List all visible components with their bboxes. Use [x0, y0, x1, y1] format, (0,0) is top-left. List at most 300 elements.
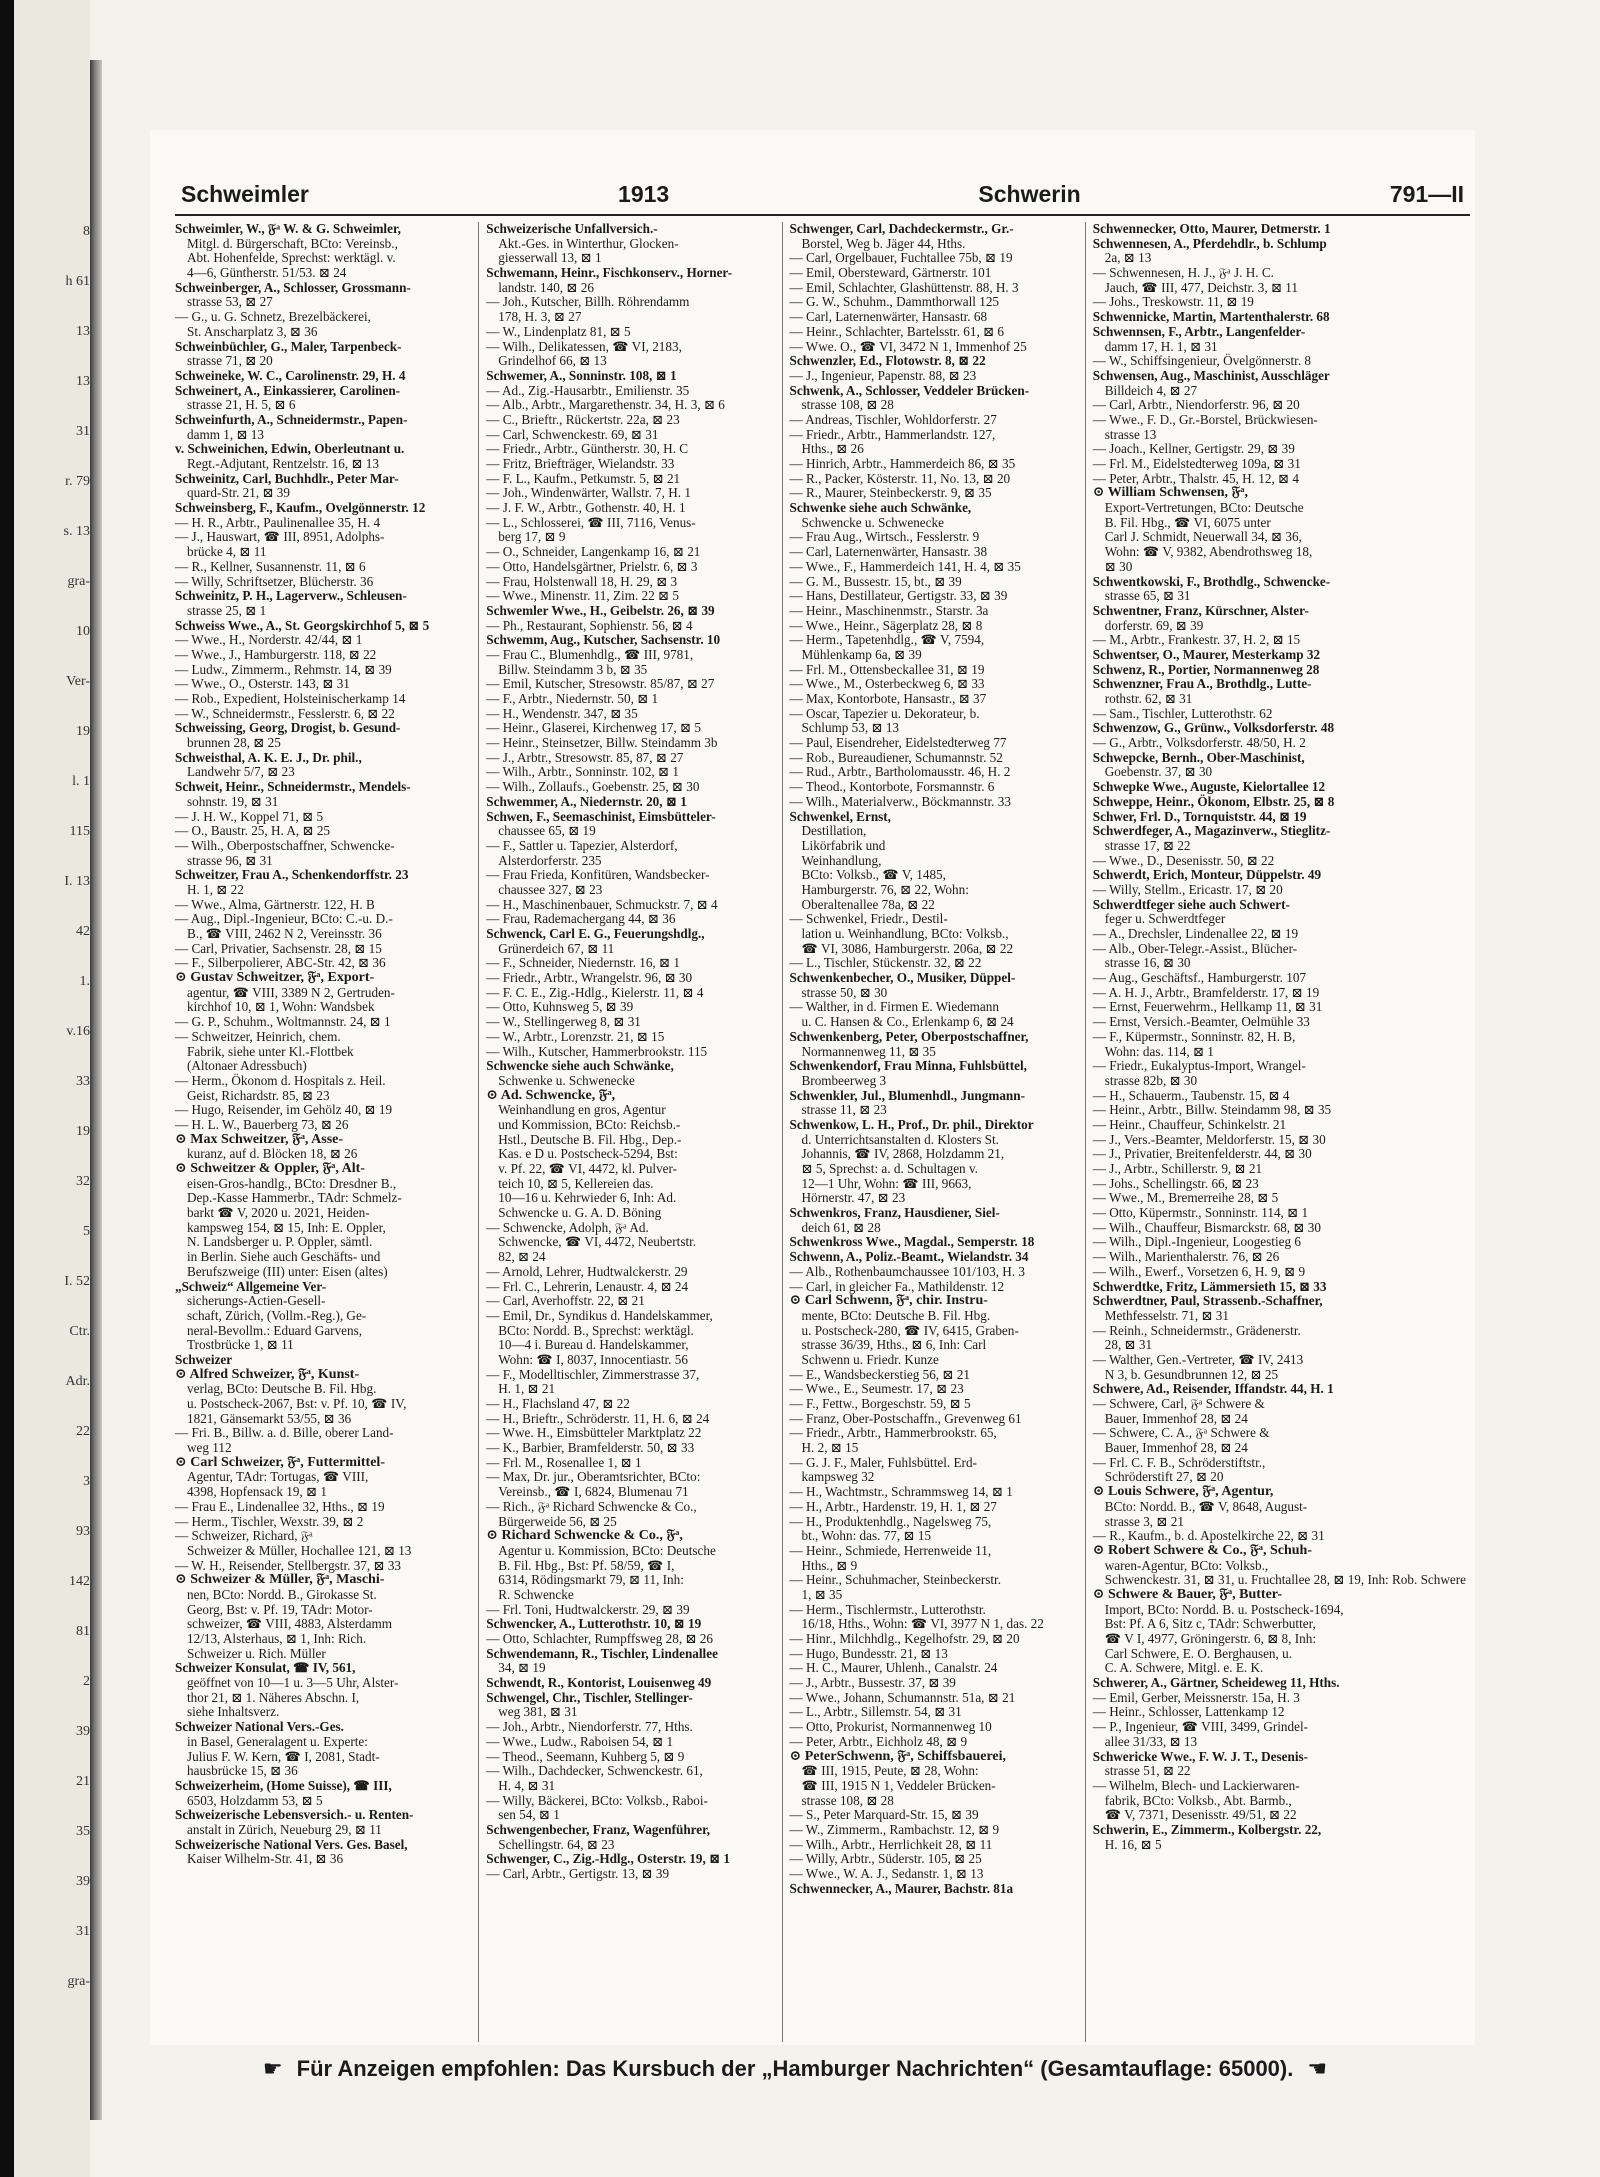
previous-page-fragment: gra-: [67, 574, 90, 589]
directory-entry: Bauer, Immenhof 28, ⊠ 24: [1104, 1440, 1248, 1456]
directory-entry: — Frau, Rademachergang 44, ⊠ 36: [486, 911, 676, 927]
directory-entry: strasse 96, ⊠ 31: [187, 852, 273, 868]
directory-entry: Schweimler, W., 𝔉ᵃ W. & G. Schweimler,: [175, 221, 401, 236]
directory-entry: Schwerer, A., Gärtner, Scheideweg 11, Hths.: [1092, 1675, 1340, 1691]
directory-entry: — R., Kaufm., b. d. Apostelkirche 22, ⊠ 31: [1092, 1528, 1325, 1544]
directory-entry: — Frau E., Lindenallee 32, Hths., ⊠ 19: [175, 1498, 385, 1514]
directory-entry: — L., Schlosserei, ☎ III, 7116, Venus-: [486, 514, 696, 530]
directory-entry: — Joh., Windenwärter, Wallstr. 7, H. 1: [486, 485, 691, 501]
directory-entry: ⊙ Max Schweitzer, 𝔉ᵃ, Asse-: [175, 1131, 344, 1147]
directory-entry: Bauer, Immenhof 28, ⊠ 24: [1104, 1410, 1248, 1426]
directory-entry: Regt.-Adjutant, Rentzelstr. 16, ⊠ 13: [187, 456, 379, 471]
directory-entry: lation u. Weinhandlung, BCto: Volksb.,: [801, 926, 1009, 941]
directory-entry: Schweinfurth, A., Schneidermstr., Papen-: [175, 411, 408, 427]
directory-entry: — Peter, Arbtr., Eichholz 48, ⊠ 9: [789, 1733, 968, 1749]
directory-entry: — Alb., Arbtr., Margarethenstr. 34, H. 3, ⊠ 6: [486, 397, 725, 413]
directory-entry: 82, ⊠ 24: [498, 1249, 546, 1265]
directory-entry: — W. H., Reisender, Stellbergstr. 37, ⊠ 33: [175, 1557, 402, 1573]
directory-entry: B., ☎ VIII, 2462 N 2, Vereinsstr. 36: [187, 926, 382, 941]
directory-entry: Schwenkendorf, Frau Minna, Fuhlsbüttel,: [789, 1058, 1027, 1074]
directory-entry: Schwendemann, R., Tischler, Lindenallee: [486, 1645, 718, 1661]
directory-entry: — H., Produktenhdlg., Nagelsweg 75,: [789, 1513, 992, 1529]
directory-entry: — H., Brieftr., Schröderstr. 11, H. 6, ⊠ 24: [486, 1410, 710, 1426]
directory-entry: Schwenkross Wwe., Magdal., Semperstr. 18: [789, 1234, 1035, 1250]
directory-entry: Schweitzer, Frau A., Schenkendorffstr. 23: [175, 867, 409, 883]
directory-entry: — Carl, in gleicher Fa., Mathildenstr. 12: [789, 1278, 1005, 1294]
directory-entry: — Wilh., Materialverw., Böckmannstr. 33: [789, 793, 1011, 809]
directory-entry: — F., Arbtr., Niedernstr. 50, ⊠ 1: [486, 691, 659, 706]
directory-entry: — Schwere, Carl, 𝔉ᵃ Schwere &: [1092, 1396, 1265, 1411]
directory-entry: — Wilh., Chauffeur, Bismarckstr. 68, ⊠ 30: [1092, 1219, 1321, 1235]
directory-entry: Schweisthal, A. K. E. J., Dr. phil.,: [175, 749, 362, 765]
directory-entry: — H., Maschinenbauer, Schmuckstr. 7, ⊠ 4: [486, 896, 718, 912]
directory-entry: — J., Arbtr., Stresowstr. 85, 87, ⊠ 27: [486, 749, 684, 765]
directory-entry: — Frau C., Blumenhdlg., ☎ III, 9781,: [486, 646, 694, 662]
directory-entry: — Wwe., J., Hamburgerstr. 118, ⊠ 22: [175, 646, 377, 662]
directory-entry: — Frl. C., Lehrerin, Lenaustr. 4, ⊠ 24: [486, 1278, 689, 1294]
directory-entry: Georg, Bst: v. Pf. 19, TAdr: Motor-: [187, 1601, 373, 1617]
directory-entry: v. Pf. 22, ☎ VI, 4472, kl. Pulver-: [498, 1161, 678, 1176]
previous-page-fragment: h 61: [65, 274, 90, 289]
directory-entry: — Franz, Ober-Postschaffn., Grevenweg 61: [789, 1410, 1022, 1426]
directory-entry: — Arnold, Lehrer, Hudtwalckerstr. 29: [486, 1263, 688, 1279]
directory-entry: in Basel, Generalagent u. Experte:: [187, 1733, 368, 1749]
directory-entry: Landwehr 5/7, ⊠ 23: [187, 764, 295, 780]
directory-entry: Schwemler Wwe., H., Geibelstr. 26, ⊠ 39: [486, 602, 715, 618]
directory-entry: — Alb., Rothenbaumchaussee 101/103, H. 3: [789, 1263, 1026, 1279]
column-1: [175, 222, 478, 2042]
directory-entry: — Aug., Geschäftsf., Hamburgerstr. 107: [1092, 970, 1307, 986]
directory-entry: H. 1, ⊠ 21: [498, 1381, 556, 1397]
directory-entry: — Friedr., Eukalyptus-Import, Wrangel-: [1092, 1058, 1306, 1074]
directory-entry: — Emil, Gerber, Meissnerstr. 15a, H. 3: [1092, 1689, 1300, 1705]
directory-entry: — Emil, Kutscher, Stresowstr. 85/87, ⊠ 27: [486, 676, 715, 692]
previous-page-fragment: 10: [76, 624, 90, 639]
directory-entry: St. Anscharplatz 3, ⊠ 36: [187, 323, 318, 339]
directory-entry: Alsterdorferstr. 235: [498, 852, 602, 868]
directory-entry: Schweissing, Georg, Drogist, b. Gesund-: [175, 720, 401, 736]
directory-entry: — F., Fettw., Borgeschstr. 59, ⊠ 5: [789, 1396, 971, 1411]
directory-entry: — Heinr., Glaserei, Kirchenweg 17, ⊠ 5: [486, 720, 701, 736]
directory-entry: 28, ⊠ 31: [1104, 1337, 1153, 1353]
directory-entry: dorferstr. 69, ⊠ 39: [1104, 617, 1204, 633]
directory-entry: Schwemmer, A., Niedernstr. 20, ⊠ 1: [486, 793, 687, 809]
previous-page-fragment: l. 1: [72, 774, 90, 789]
directory-entry: — G. M., Bussestr. 15, bt., ⊠ 39: [789, 573, 962, 589]
directory-entry: giesserwall 13, ⊠ 1: [498, 250, 602, 266]
directory-entry: Carl J. Schmidt, Neuerwall 34, ⊠ 36,: [1104, 529, 1302, 545]
directory-entry: — H., Arbtr., Hardenstr. 19, H. 1, ⊠ 27: [789, 1498, 997, 1514]
directory-entry: strasse 21, H. 5, ⊠ 6: [187, 397, 296, 413]
directory-entry: Schwenkros, Franz, Hausdiener, Siel-: [789, 1205, 1000, 1221]
directory-entry: mente, BCto: Deutsche B. Fil. Hbg.: [801, 1307, 991, 1323]
previous-page-fragment: 8: [83, 224, 90, 239]
directory-entry: — Walther, in d. Firmen E. Wiedemann: [789, 999, 999, 1015]
directory-entry: — Friedr., Arbtr., Hammerbrookstr. 65,: [789, 1425, 997, 1441]
directory-entry: Normannenweg 11, ⊠ 35: [801, 1043, 936, 1059]
directory-entry: Schwencker, A., Lutterothstr. 10, ⊠ 19: [486, 1616, 702, 1632]
directory-entry: chaussee 65, ⊠ 19: [498, 823, 596, 839]
directory-entry: — Hinrich, Arbtr., Hammerdeich 86, ⊠ 35: [789, 456, 1016, 471]
directory-entry: — G. W., Schuhm., Dammthorwall 125: [789, 294, 1000, 310]
directory-entry: Wohn: ☎ I, 8037, Innocentiastr. 56: [498, 1351, 688, 1367]
previous-page-fragment: 19: [76, 724, 90, 739]
directory-entry: — Carl, Privatier, Sachsenstr. 28, ⊠ 15: [175, 940, 382, 956]
directory-entry: — Carl, Laternenwärter, Hansastr. 68: [789, 309, 988, 325]
directory-entry: Schweizer & Müller, Hochallee 121, ⊠ 13: [187, 1542, 412, 1558]
directory-entry: Fabrik, siehe unter Kl.-Flottbek: [187, 1043, 354, 1059]
directory-columns: [175, 222, 1471, 2042]
previous-page-fragment: r. 79: [65, 474, 90, 489]
page-header: [175, 170, 1470, 216]
directory-entry: Schwenkel, Ernst,: [789, 808, 891, 824]
directory-entry: strasse 25, ⊠ 1: [187, 602, 267, 618]
directory-entry: — G., Arbtr., Volksdorferstr. 48/50, H. 2: [1092, 735, 1306, 751]
previous-page-fragment: 142: [69, 1574, 90, 1589]
directory-entry: — Rich., 𝔉ᵃ Richard Schwencke & Co.,: [486, 1498, 697, 1514]
directory-entry: Likörfabrik und: [801, 837, 886, 853]
directory-entry: strasse 82b, ⊠ 30: [1104, 1072, 1198, 1088]
previous-page-fragment: Adr.: [65, 1374, 90, 1389]
directory-entry: Schellingstr. 64, ⊠ 23: [498, 1836, 615, 1852]
directory-entry: strasse 65, ⊠ 31: [1104, 588, 1191, 604]
previous-page-fragment: v.16: [66, 1024, 90, 1039]
directory-entry: geöffnet von 10—1 u. 3—5 Uhr, Alster-: [187, 1675, 399, 1691]
directory-entry: ⊙ Robert Schwere & Co., 𝔉ᵃ, Schuh-: [1092, 1542, 1312, 1558]
directory-entry: Weinhandlung en gros, Agentur: [498, 1102, 666, 1118]
directory-entry: siehe Inhaltsverz.: [187, 1704, 280, 1720]
directory-entry: — Willy, Arbtr., Süderstr. 105, ⊠ 25: [789, 1851, 982, 1867]
directory-entry: Schwennicke, Martin, Martenthalerstr. 68: [1092, 309, 1330, 325]
directory-entry: Schwericke Wwe., F. W. J. T., Desenis-: [1092, 1748, 1309, 1764]
directory-entry: neral-Bevollm.: Eduard Garvens,: [187, 1322, 363, 1338]
directory-entry: allee 31/33, ⊠ 13: [1104, 1733, 1198, 1749]
directory-entry: B. Fil. Hbg., Bst: Pf. 58/59, ☎ I,: [498, 1557, 675, 1573]
directory-entry: Schwenn u. Friedr. Kunze: [801, 1351, 939, 1367]
directory-entry: Hstl., Deutsche B. Fil. Hbg., Dep.-: [498, 1131, 682, 1147]
directory-entry: Schwepke Wwe., Auguste, Kielortallee 12: [1092, 779, 1326, 795]
directory-entry: Destillation,: [801, 823, 867, 839]
directory-entry: Schweinsberg, F., Kaufm., Ovelgönnerstr. 12: [175, 500, 426, 516]
directory-entry: — Wilh., Marienthalerstr. 76, ⊠ 26: [1092, 1249, 1280, 1265]
directory-entry: ⊙ Richard Schwencke & Co., 𝔉ᵃ,: [486, 1528, 683, 1544]
directory-entry: — Friedr., Arbtr., Wrangelstr. 96, ⊠ 30: [486, 970, 693, 986]
directory-entry: Julius F. W. Kern, ☎ I, 2081, Stadt-: [187, 1748, 380, 1764]
directory-entry: Schwerin, E., Zimmerm., Kolbergstr. 22,: [1092, 1821, 1322, 1837]
directory-entry: ⊙ Carl Schwenn, 𝔉ᵃ, chir. Instru-: [789, 1293, 988, 1309]
previous-page-fragment: 22: [76, 1424, 90, 1439]
previous-page-fragment: Ctr.: [69, 1324, 90, 1339]
pointing-hand-icon: ☛: [262, 2056, 283, 2081]
previous-page-fragment: 35: [76, 1824, 90, 1839]
directory-entry: — J., Arbtr., Schillerstr. 9, ⊠ 21: [1092, 1161, 1263, 1176]
directory-entry: Schweiss Wwe., A., St. Georgskirchhof 5, ⊠ 5: [175, 617, 430, 633]
directory-entry: strasse 13: [1104, 426, 1157, 442]
directory-entry: — Ph., Restaurant, Sophienstr. 56, ⊠ 4: [486, 617, 693, 633]
directory-entry: — H., Wachtmstr., Schrammsweg 14, ⊠ 1: [789, 1484, 1013, 1500]
directory-entry: — Ludw., Zimmerm., Rehmstr. 14, ⊠ 39: [175, 661, 392, 677]
directory-entry: — R., Maurer, Steinbeckerstr. 9, ⊠ 35: [789, 485, 992, 501]
directory-entry: Wohn: das. 114, ⊠ 1: [1104, 1043, 1214, 1059]
directory-entry: Hörnerstr. 47, ⊠ 23: [801, 1190, 906, 1206]
directory-entry: „Schweiz“ Allgemeine Ver-: [175, 1278, 327, 1294]
directory-entry: — Heinr., Schlachter, Bartelsstr. 61, ⊠ 6: [789, 323, 1005, 339]
directory-entry: — Theod., Seemann, Kuhberg 5, ⊠ 9: [486, 1748, 685, 1764]
directory-entry: — Otto, Handelsgärtner, Prielstr. 6, ⊠ 3: [486, 558, 698, 574]
directory-entry: — Otto, Kuhnsweg 5, ⊠ 39: [486, 999, 634, 1015]
directory-entry: Schwenkler, Jul., Blumenhdl., Jungmann-: [789, 1087, 1025, 1103]
directory-entry: strasse 108, ⊠ 28: [801, 1792, 894, 1808]
directory-entry: Schwencke siehe auch Schwänke,: [486, 1058, 674, 1074]
directory-entry: Schwemm, Aug., Kutscher, Sachsenstr. 10: [486, 632, 721, 648]
previous-page-fragment: 21: [76, 1774, 90, 1789]
directory-entry: — Wwe., M., Bremerreihe 28, ⊠ 5: [1092, 1190, 1279, 1206]
directory-entry: — Carl, Orgelbauer, Fuchtallee 75b, ⊠ 19: [789, 250, 1013, 266]
directory-entry: ⊠ 5, Sprechst: a. d. Schultagen v.: [801, 1161, 978, 1176]
directory-entry: berg 17, ⊠ 9: [498, 529, 566, 545]
directory-entry: sen 54, ⊠ 1: [498, 1807, 560, 1823]
previous-page-fragment: 5: [83, 1224, 90, 1239]
directory-entry: — Wilh., Dipl.-Ingenieur, Loogestieg 6: [1092, 1234, 1301, 1250]
directory-entry: Kas. e D u. Postscheck-5294, Bst:: [498, 1146, 678, 1162]
directory-entry: — Wilh., Oberpostschaffner, Schwencke-: [175, 837, 395, 853]
directory-entry: Schwentner, Franz, Kürschner, Alster-: [1092, 602, 1309, 618]
directory-entry: — Wwe., M., Osterbeckweg 6, ⊠ 33: [789, 676, 985, 692]
directory-entry: Schwennesen, A., Pferdehdlr., b. Schlump: [1092, 235, 1327, 251]
directory-entry: ⊙ Gustav Schweitzer, 𝔉ᵃ, Export-: [175, 970, 375, 986]
directory-entry: — Frl. M., Rosenallee 1, ⊠ 1: [486, 1454, 642, 1470]
directory-entry: — Rob., Bureaudiener, Schumannstr. 52: [789, 749, 1003, 765]
directory-entry: kirchhof 10, ⊠ 1, Wohn: Wandsbek: [187, 999, 375, 1015]
directory-entry: Schwennecker, A., Maurer, Bachstr. 81a: [789, 1880, 1014, 1896]
directory-entry: Schwenzler, Ed., Flotowstr. 8, ⊠ 22: [789, 353, 986, 369]
directory-entry: — Schwere, C. A., 𝔉ᵃ Schwere &: [1092, 1425, 1270, 1441]
directory-entry: weg 112: [187, 1440, 232, 1456]
directory-entry: ☎ III, 1915, Peute, ⊠ 28, Wohn:: [801, 1763, 979, 1779]
directory-entry: Weinhandlung,: [801, 852, 882, 868]
directory-entry: — Wwe., Minenstr. 11, Zim. 22 ⊠ 5: [486, 588, 679, 604]
pointing-hand-icon: ☚: [1307, 2056, 1328, 2081]
directory-entry: — Joach., Kellner, Gertigstr. 29, ⊠ 39: [1092, 441, 1295, 457]
directory-entry: — Wilh., Delikatessen, ☎ VI, 2183,: [486, 338, 682, 354]
directory-entry: ⊠ 30: [1104, 558, 1133, 574]
directory-entry: strasse 108, ⊠ 28: [801, 397, 894, 413]
directory-entry: — Frl. Toni, Hudtwalckerstr. 29, ⊠ 39: [486, 1601, 690, 1617]
directory-entry: Schwenkenbecher, O., Musiker, Düppel-: [789, 970, 1016, 986]
directory-entry: thor 21, ⊠ 1. Näheres Abschn. I,: [187, 1689, 360, 1705]
directory-entry: — Theod., Kontorbote, Forsmannstr. 6: [789, 779, 995, 795]
directory-entry: H. 2, ⊠ 15: [801, 1440, 859, 1456]
directory-entry: Mitgl. d. Bürgerschaft, BCto: Vereinsb.,: [187, 235, 398, 251]
directory-entry: — Wwe., Ludw., Raboisen 54, ⊠ 1: [486, 1733, 674, 1749]
previous-page-fragment: 1.: [79, 974, 90, 989]
directory-entry: (Altonaer Adressbuch): [187, 1058, 307, 1074]
directory-entry: Billw. Steindamm 3 b, ⊠ 35: [498, 661, 648, 677]
directory-entry: — Paul, Eisendreher, Eidelstedterweg 77: [789, 735, 1007, 751]
directory-entry: — P., Ingenieur, ☎ VIII, 3499, Grindel-: [1092, 1719, 1309, 1735]
directory-entry: — E., Wandsbeckerstieg 56, ⊠ 21: [789, 1366, 970, 1382]
directory-entry: Schwenn, A., Poliz.-Beamt., Wielandstr. 34: [789, 1249, 1029, 1265]
directory-entry: — Schwencke, Adolph, 𝔉ᵃ Ad.: [486, 1219, 649, 1235]
directory-entry: sohnstr. 19, ⊠ 31: [187, 793, 279, 809]
directory-entry: eisen-Gros-handlg., BCto: Dresdner B.,: [187, 1175, 397, 1191]
directory-entry: C. A. Schwere, Mitgl. e. E. K.: [1104, 1660, 1264, 1676]
directory-entry: Geist, Richardstr. 85, ⊠ 23: [187, 1087, 330, 1103]
directory-entry: landstr. 140, ⊠ 26: [498, 279, 594, 295]
directory-entry: — Heinr., Maschinenmstr., Starstr. 3a: [789, 602, 989, 618]
scan-edge: [0, 0, 14, 2177]
directory-entry: — J., Hauswart, ☎ III, 8951, Adolphs-: [175, 529, 385, 545]
directory-entry: — Herm., Tapetenhdlg., ☎ V, 7594,: [789, 632, 985, 648]
directory-entry: Schwenke u. Schwenecke: [498, 1072, 635, 1088]
directory-entry: — J., Arbtr., Bussestr. 37, ⊠ 39: [789, 1675, 956, 1691]
directory-entry: — Schweitzer, Heinrich, chem.: [175, 1028, 341, 1044]
directory-entry: Grindelhof 66, ⊠ 13: [498, 353, 607, 369]
directory-entry: strasse 16, ⊠ 30: [1104, 955, 1191, 971]
previous-page-fragment: 3: [83, 1474, 90, 1489]
directory-entry: Schwenk, A., Schlosser, Veddeler Brücken-: [789, 382, 1030, 398]
directory-entry: Schwenzner, Frau A., Brothdlg., Lutte-: [1092, 676, 1312, 692]
directory-entry: — G. P., Schuhm., Woltmannstr. 24, ⊠ 1: [175, 1014, 391, 1030]
directory-entry: H. 1, ⊠ 22: [187, 881, 244, 897]
directory-entry: Schweineke, W. C., Carolinenstr. 29, H. 4: [175, 367, 406, 383]
directory-entry: — Peter, Arbtr., Thalstr. 45, H. 12, ⊠ 4: [1092, 470, 1299, 486]
previous-page-fragment: I. 52: [64, 1274, 90, 1289]
directory-entry: — H., Flachsland 47, ⊠ 22: [486, 1396, 630, 1411]
directory-entry: Schwendt, R., Kontorist, Louisenweg 49: [486, 1675, 712, 1691]
directory-entry: — Schwennesen, H. J., 𝔉ᵃ J. H. C.: [1092, 265, 1274, 281]
previous-page-fragment: 33: [76, 1074, 90, 1089]
directory-entry: — L., Arbtr., Sillemstr. 54, ⊠ 31: [789, 1704, 962, 1720]
directory-entry: — Carl, Laternenwärter, Hansastr. 38: [789, 544, 988, 560]
directory-entry: Schwepcke, Bernh., Ober-Maschinist,: [1092, 749, 1305, 765]
directory-entry: — Emil, Dr., Syndikus d. Handelskammer,: [486, 1307, 713, 1323]
directory-entry: ⊙ Louis Schwere, 𝔉ᵃ, Agentur,: [1092, 1484, 1274, 1500]
directory-entry: 6314, Rödingsmarkt 79, ⊠ 11, Inh:: [498, 1572, 684, 1588]
directory-entry: — Wwe., Heinr., Sägerplatz 28, ⊠ 8: [789, 617, 983, 633]
column-2: [478, 222, 781, 2042]
directory-entry: — Carl, Arbtr., Niendorferstr. 96, ⊠ 20: [1092, 397, 1300, 413]
directory-entry: — C., Brieftr., Rückertstr. 22a, ⊠ 23: [486, 411, 680, 427]
directory-entry: 12/13, Alsterhaus, ⊠ 1, Inh: Rich.: [187, 1631, 367, 1646]
directory-entry: — Wilh., Arbtr., Herrlichkeit 28, ⊠ 11: [789, 1836, 993, 1852]
directory-entry: Schwennsen, F., Arbtr., Langenfelder-: [1092, 323, 1306, 339]
directory-entry: Schwemer, A., Sonninstr. 108, ⊠ 1: [486, 367, 677, 383]
directory-entry: strasse 51, ⊠ 22: [1104, 1763, 1191, 1779]
directory-entry: ⊙ Alfred Schweizer, 𝔉ᵃ, Kunst-: [175, 1366, 360, 1382]
directory-entry: — H., Schauerm., Taubenstr. 15, ⊠ 4: [1092, 1087, 1290, 1103]
directory-entry: weg 381, ⊠ 31: [498, 1704, 578, 1720]
directory-entry: ⊙ Schweitzer & Oppler, 𝔉ᵃ, Alt-: [175, 1161, 365, 1176]
directory-entry: BCto: Volksb., ☎ V, 1485,: [801, 867, 946, 883]
directory-entry: Schwemann, Heinr., Fischkonserv., Horner-: [486, 265, 733, 281]
directory-entry: Brombeerweg 3: [801, 1072, 887, 1088]
directory-entry: — F., Schneider, Niedernstr. 16, ⊠ 1: [486, 955, 680, 971]
directory-entry: feger u. Schwerdtfeger: [1104, 911, 1226, 927]
directory-entry: — Carl, Arbtr., Gertigstr. 13, ⊠ 39: [486, 1866, 670, 1881]
directory-entry: — Andreas, Tischler, Wohldorferstr. 27: [789, 411, 997, 427]
directory-entry: — J., Vers.-Beamter, Meldorferstr. 15, ⊠ 30: [1092, 1131, 1326, 1147]
directory-entry: — W., Schneidermstr., Fesslerstr. 6, ⊠ 22: [175, 705, 395, 721]
directory-entry: — F., Silberpolierer, ABC-Str. 42, ⊠ 36: [175, 955, 386, 971]
directory-entry: — Max, Dr. jur., Oberamtsrichter, BCto:: [486, 1469, 701, 1485]
previous-page-fragment: I. 13: [64, 874, 90, 889]
directory-entry: 4—6, Güntherstr. 51/53. ⊠ 24: [187, 265, 347, 281]
directory-entry: Agentur u. Kommission, BCto: Deutsche: [498, 1542, 716, 1558]
directory-entry: — H. C., Maurer, Uhlenh., Canalstr. 24: [789, 1660, 998, 1676]
directory-entry: — Otto, Küpermstr., Sonninstr. 114, ⊠ 1: [1092, 1205, 1309, 1221]
directory-entry: — Wwe., Alma, Gärtnerstr. 122, H. B: [175, 896, 375, 912]
directory-entry: ⊙ Carl Schweizer, 𝔉ᵃ, Futtermittel-: [175, 1454, 385, 1470]
directory-entry: — H., Wendenstr. 347, ⊠ 35: [486, 705, 638, 721]
directory-entry: Schwenz, R., Portier, Normannenweg 28: [1092, 661, 1320, 677]
directory-entry: Schwer, Frl. D., Tornquiststr. 44, ⊠ 19: [1092, 808, 1307, 824]
directory-entry: — Frl. C. F. B., Schröderstiftstr.,: [1092, 1454, 1266, 1470]
directory-entry: — J. F. W., Arbtr., Gothenstr. 40, H. 1: [486, 500, 686, 516]
directory-entry: 1821, Gänsemarkt 53/55, ⊠ 36: [187, 1410, 352, 1426]
directory-entry: schaft, Zürich, (Vollm.-Reg.), Ge-: [187, 1307, 367, 1323]
directory-entry: ☎ V, 7371, Desenisstr. 49/51, ⊠ 22: [1104, 1807, 1297, 1823]
directory-entry: — Wwe., W. A. J., Sedanstr. 1, ⊠ 13: [789, 1866, 984, 1881]
directory-entry: brunnen 28, ⊠ 25: [187, 735, 281, 751]
directory-entry: Abt. Hohenfelde, Sprechst: werktägl. v.: [187, 250, 396, 266]
advertisement-footer: [205, 2052, 1385, 2086]
directory-entry: — Wwe., F. D., Gr.-Borstel, Brückwiesen-: [1092, 411, 1318, 427]
directory-entry: u. C. Hansen & Co., Erlenkamp 6, ⊠ 24: [801, 1014, 1014, 1030]
directory-entry: Schwentser, O., Maurer, Mesterkamp 32: [1092, 646, 1321, 662]
directory-entry: Schröderstift 27, ⊠ 20: [1104, 1469, 1224, 1485]
directory-entry: kampsweg 154, ⊠ 15, Inh: E. Oppler,: [187, 1219, 386, 1235]
directory-entry: Schwencke u. G. A. D. Böning: [498, 1205, 662, 1221]
directory-entry: — A. H. J., Arbtr., Bramfelderstr. 17, ⊠ 19: [1092, 984, 1320, 1000]
directory-entry: — Heinr., Steinsetzer, Billw. Steindamm 3b: [486, 735, 718, 751]
directory-entry: deich 61, ⊠ 28: [801, 1219, 881, 1235]
directory-entry: — Wwe., H., Norderstr. 42/44, ⊠ 1: [175, 632, 363, 648]
previous-page-fragment: 19: [76, 1124, 90, 1139]
directory-entry: verlag, BCto: Deutsche B. Fil. Hbg.: [187, 1381, 377, 1397]
directory-entry: — Wilhelm, Blech- und Lackierwaren-: [1092, 1777, 1300, 1793]
directory-entry: Schweinitz, Carl, Buchhdlr., Peter Mar-: [175, 470, 399, 486]
book-gutter: [90, 60, 102, 2120]
directory-entry: Schweizerische Lebensversich.- u. Renten-: [175, 1807, 414, 1823]
directory-entry: v. Schweinichen, Edwin, Oberleutnant u.: [175, 441, 405, 457]
directory-entry: rothstr. 62, ⊠ 31: [1104, 691, 1193, 706]
directory-entry: — Willy, Stellm., Ericastr. 17, ⊠ 20: [1092, 881, 1283, 897]
directory-entry: Schwerdtner, Paul, Strassenb.-Schaffner,: [1092, 1293, 1323, 1309]
directory-entry: Schweizer Konsulat, ☎ IV, 561,: [175, 1660, 356, 1676]
previous-page-fragment: 31: [76, 424, 90, 439]
directory-entry: agentur, ☎ VIII, 3389 N 2, Gertruden-: [187, 984, 395, 1000]
previous-page-edge: [14, 0, 90, 2177]
directory-entry: ⊙ Ad. Schwencke, 𝔉ᵃ,: [486, 1087, 616, 1103]
directory-entry: — Sam., Tischler, Lutterothstr. 62: [1092, 705, 1273, 721]
directory-entry: Methfesselstr. 71, ⊠ 31: [1104, 1307, 1229, 1323]
directory-entry: — Herm., Ökonom d. Hospitals z. Heil.: [175, 1072, 386, 1088]
directory-entry: — J., Ingenieur, Papenstr. 88, ⊠ 23: [789, 367, 977, 383]
directory-entry: ☎ III, 1915 N 1, Veddeler Brücken-: [801, 1777, 996, 1793]
directory-entry: in Berlin. Siehe auch Geschäfts- und: [187, 1249, 381, 1265]
directory-entry: — Hugo, Reisender, im Gehölz 40, ⊠ 19: [175, 1102, 393, 1118]
directory-entry: Schweizer u. Rich. Müller: [187, 1645, 326, 1661]
directory-entry: — Otto, Schlachter, Rumpffsweg 28, ⊠ 26: [486, 1631, 713, 1646]
directory-entry: Akt.-Ges. in Winterthur, Glocken-: [498, 235, 679, 251]
directory-entry: — W., Lindenplatz 81, ⊠ 5: [486, 323, 631, 339]
directory-entry: Schweizerheim, (Home Suisse), ☎ III,: [175, 1777, 392, 1793]
previous-page-fragment: 13: [76, 374, 90, 389]
directory-entry: Dep.-Kasse Hammerbr., TAdr: Schmelz-: [187, 1190, 402, 1206]
directory-entry: Agentur, TAdr: Tortugas, ☎ VIII,: [187, 1469, 369, 1485]
directory-entry: B. Fil. Hbg., ☎ VI, 6075 unter: [1104, 514, 1271, 530]
